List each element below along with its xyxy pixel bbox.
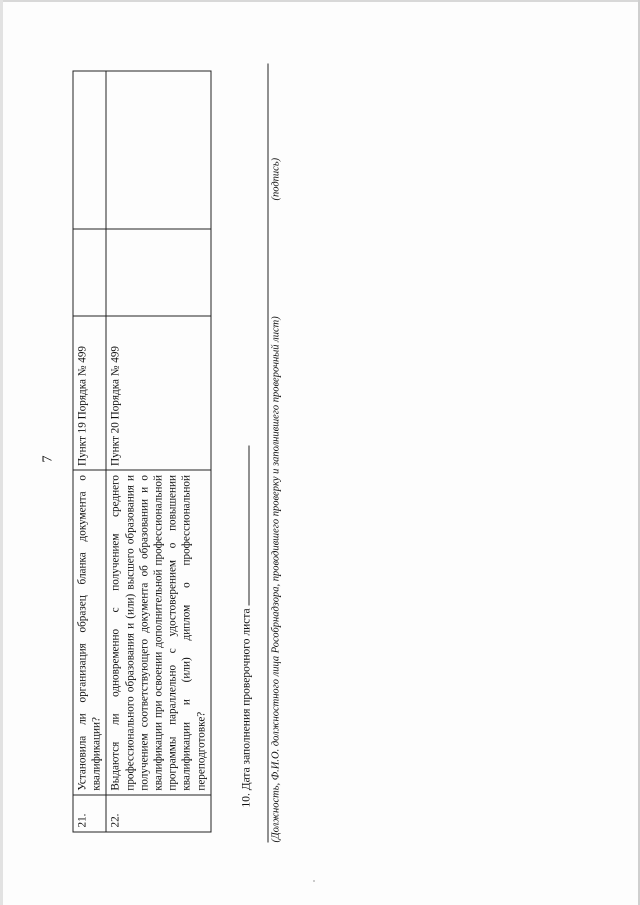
fill-date-blank [237, 445, 249, 605]
row-number: 21. [73, 795, 106, 832]
row-mark-cell [73, 229, 106, 315]
fill-date-label: 10. Дата заполнения проверочного листа [240, 607, 252, 807]
table-row [106, 71, 210, 832]
row-note-cell [106, 71, 210, 229]
checklist-table [72, 70, 211, 832]
fill-date-line [237, 445, 252, 807]
row-question: Установила ли организация образец бланка документа о квалификации? [73, 470, 106, 795]
row-note-cell [73, 71, 106, 229]
table-row [73, 71, 106, 832]
signature-caption: (Должность, Ф.И.О. должностного лица Рособрнадзора, проводившего проверку и заполнившего проверочный лист) [270, 315, 281, 842]
row-reference: Пункт 20 Порядка № 499 [106, 315, 210, 470]
scan-speck [313, 880, 315, 882]
sign-caption: (подпись) [270, 157, 281, 200]
page-number: 7 [40, 455, 55, 462]
row-mark-cell [106, 229, 210, 315]
row-number: 22. [106, 795, 210, 832]
row-reference: Пункт 19 Порядка № 499 [73, 315, 106, 470]
row-question: Выдаются ли одновременно с получением среднего профессионального образования и (или) высшего образования и получением соответствующего документа об образовании и о квалификации при освоении дополнительной профессиональной программы параллельно с удостоверением о повышении квалификации и (или) диплом о профессиональной переподготовке? [106, 470, 210, 795]
signature-rule [267, 63, 268, 842]
